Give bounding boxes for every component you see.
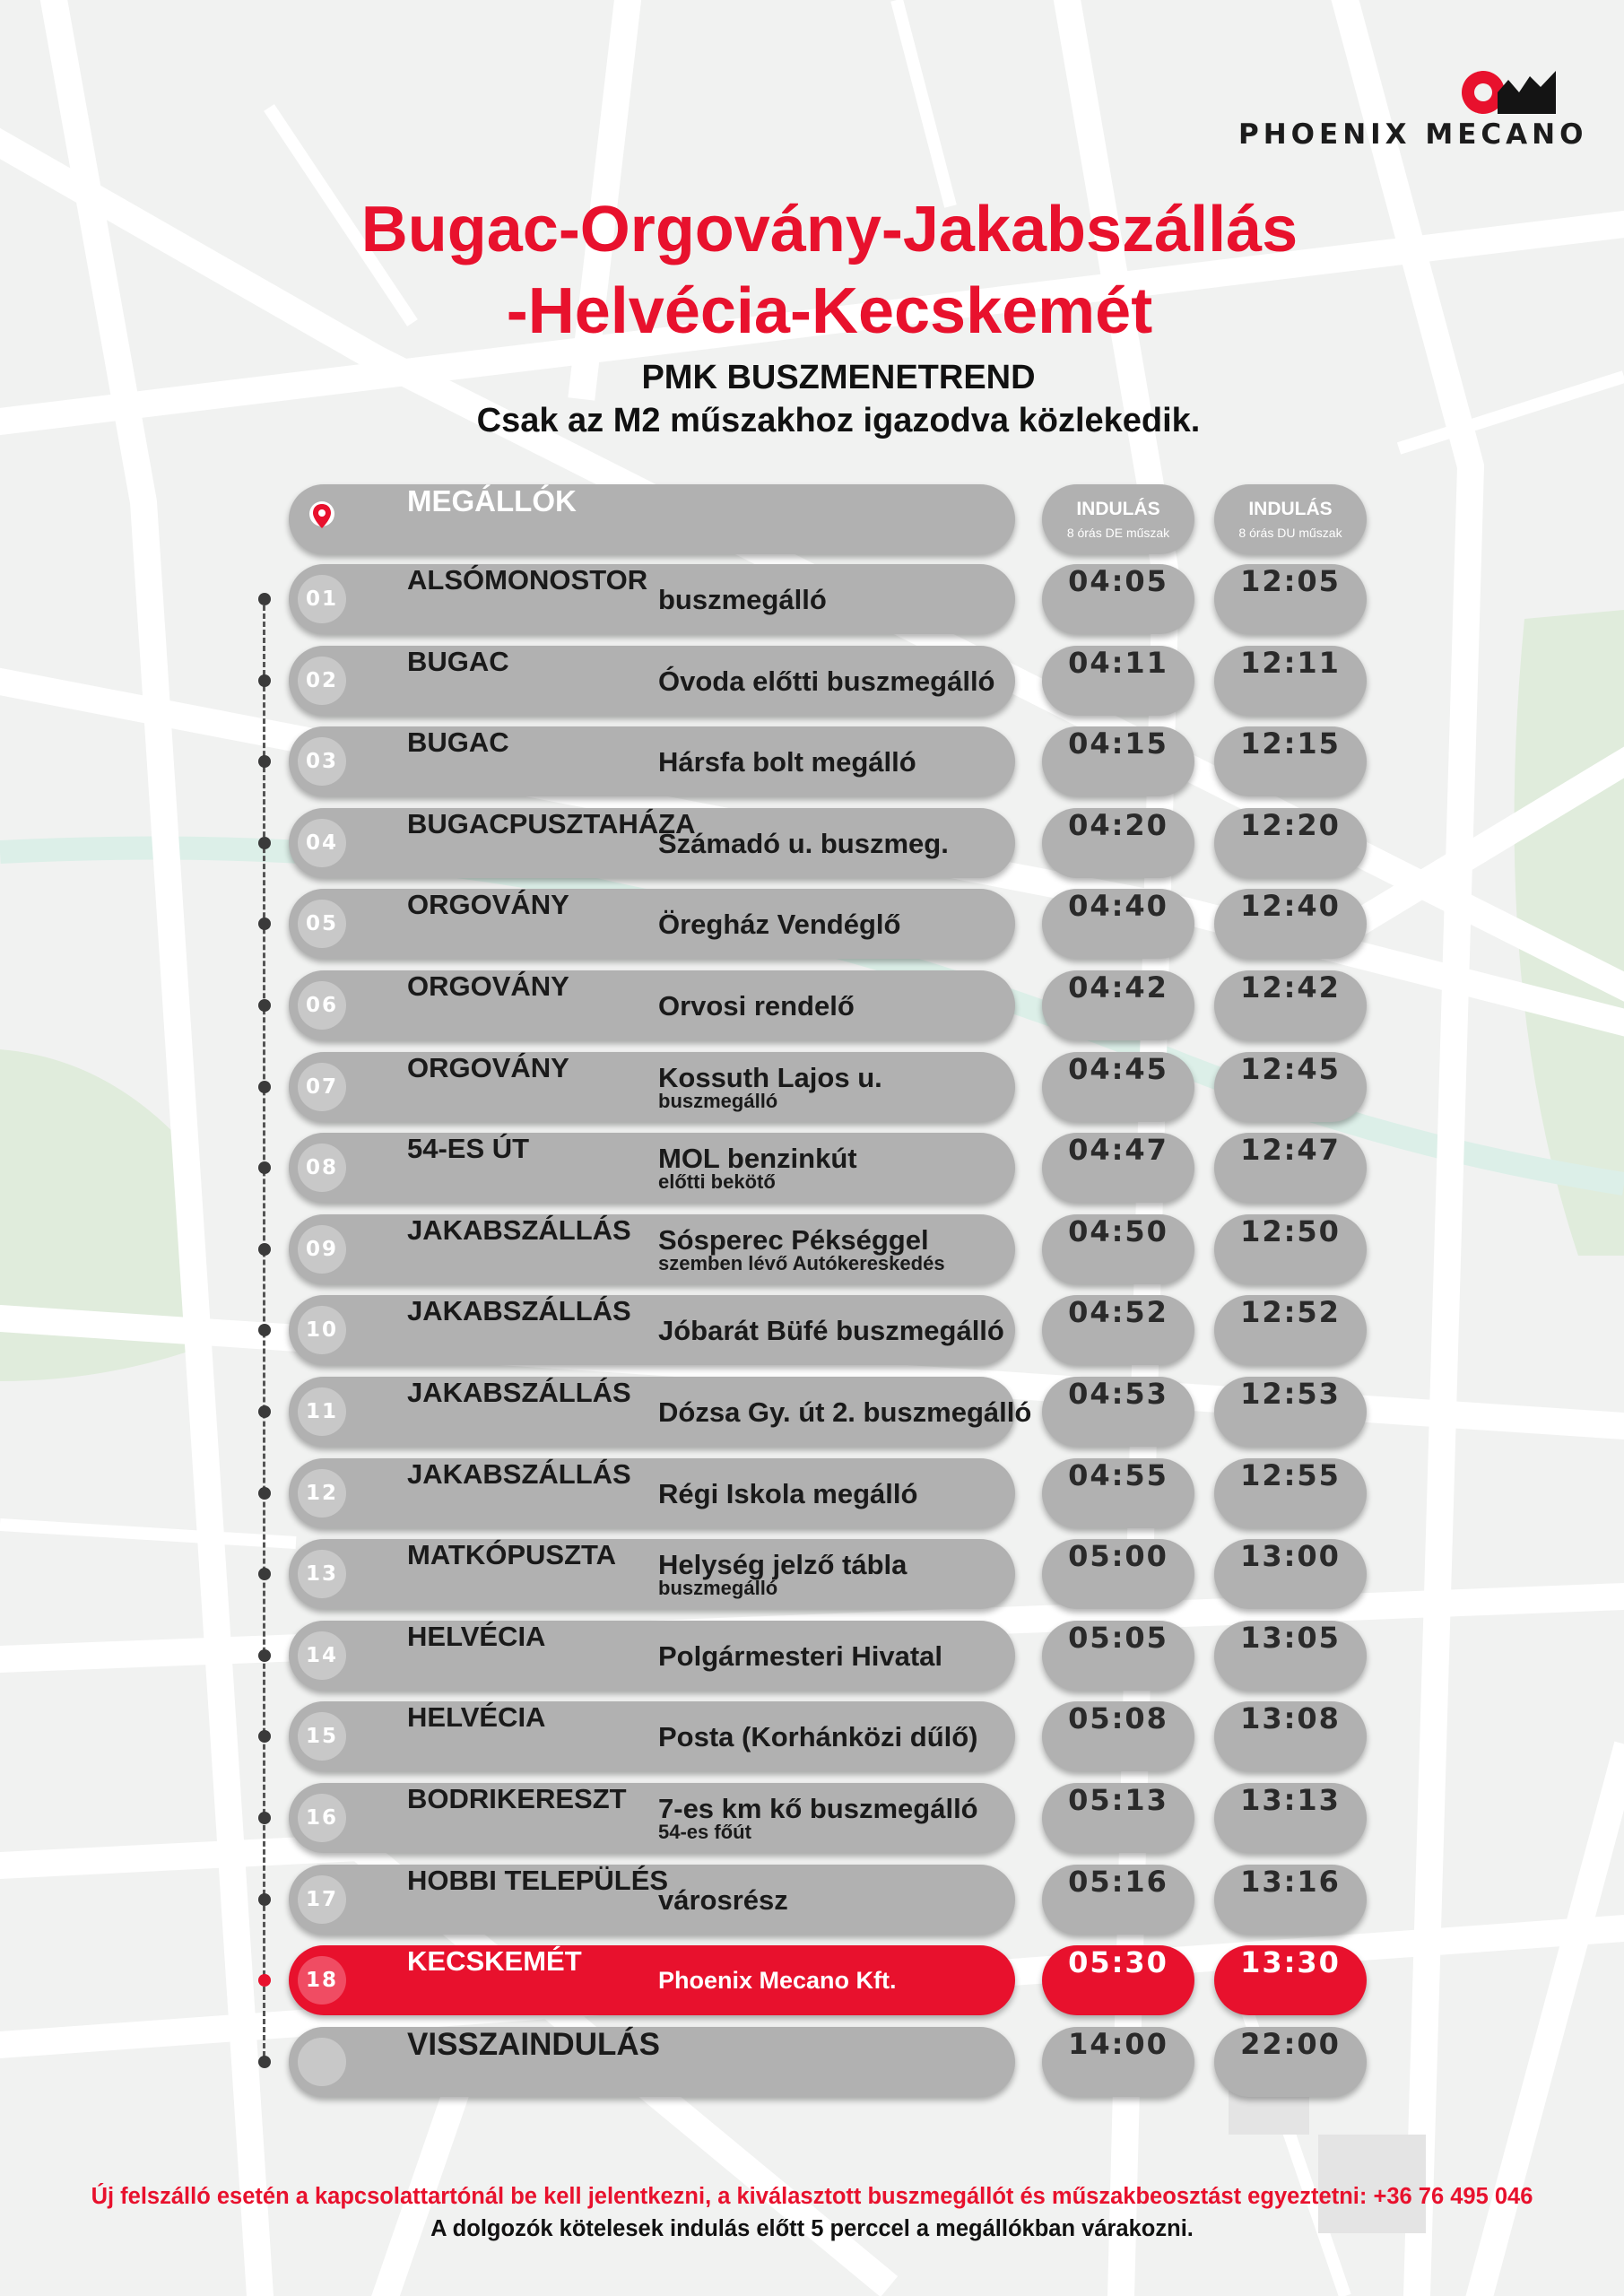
departure-de-time: 05:30 xyxy=(1042,1945,1194,2015)
stop-place xyxy=(658,889,900,959)
departure-du-time: 13:05 xyxy=(1214,1621,1367,1691)
departure-de-time: 04:53 xyxy=(1042,1377,1194,1447)
departure-de-time: 04:05 xyxy=(1042,564,1194,634)
stop-row xyxy=(289,1945,1015,2015)
stop-place-name: Sósperec Pékséggel xyxy=(658,1223,929,1256)
stop-row xyxy=(289,1295,1015,1365)
stop-number: 15 xyxy=(298,1712,346,1761)
page-subtitle-line1: PMK BUSZMENETREND xyxy=(641,359,1036,396)
stop-place xyxy=(658,1945,897,2015)
departure-de-time: 04:11 xyxy=(1042,646,1194,716)
departure-du-time: 12:05 xyxy=(1214,564,1367,634)
departure-de-subtitle: 8 órás DE műszak xyxy=(1066,526,1170,540)
stop-place xyxy=(658,1783,978,1853)
stop-place xyxy=(658,1458,917,1528)
departure-du-time: 12:52 xyxy=(1214,1295,1367,1365)
stop-number: 08 xyxy=(298,1144,346,1192)
stop-town: JAKABSZÁLLÁS xyxy=(407,1458,631,1490)
stops-header xyxy=(289,484,1015,554)
brand-name: PHOENIX MECANO xyxy=(1238,118,1588,151)
departure-de-time: 05:16 xyxy=(1042,1865,1194,1935)
stop-number: 07 xyxy=(298,1063,346,1111)
stop-number: 04 xyxy=(298,819,346,867)
stop-town: KECSKEMÉT xyxy=(407,1945,582,1977)
departure-de-header xyxy=(1042,484,1194,554)
route-dot xyxy=(258,1324,271,1336)
route-dot xyxy=(258,1649,271,1662)
departure-de-time: 04:20 xyxy=(1042,808,1194,878)
departure-de-title: INDULÁS xyxy=(1076,499,1160,519)
departure-du-time: 22:00 xyxy=(1214,2027,1367,2097)
departure-du-time: 13:00 xyxy=(1214,1539,1367,1609)
departure-du-subtitle: 8 órás DU műszak xyxy=(1238,526,1342,540)
stop-row xyxy=(289,1052,1015,1122)
stop-place xyxy=(658,726,916,796)
departure-de-time: 04:50 xyxy=(1042,1214,1194,1284)
departure-du-time: 12:47 xyxy=(1214,1133,1367,1203)
footer-instruction: A dolgozók kötelesek indulás előtt 5 perccel a megállókban várakozni. xyxy=(430,2216,1194,2241)
departure-du-time: 13:30 xyxy=(1214,1945,1367,2015)
departure-de-time: 04:15 xyxy=(1042,726,1194,796)
stop-number: 01 xyxy=(298,575,346,623)
departure-du-time: 12:50 xyxy=(1214,1214,1367,1284)
departure-de-time: 04:52 xyxy=(1042,1295,1194,1365)
stop-row xyxy=(289,889,1015,959)
departure-de-time: 04:55 xyxy=(1042,1458,1194,1528)
return-label: VISSZAINDULÁS xyxy=(407,2027,660,2062)
stop-place-name: buszmegálló xyxy=(658,583,827,615)
stop-number: 11 xyxy=(298,1387,346,1436)
stop-place-name: Számadó u. buszmeg. xyxy=(658,827,949,859)
stop-place-name: Dózsa Gy. út 2. buszmegálló xyxy=(658,1396,1032,1428)
stop-place-name: Óvoda előtti buszmegálló xyxy=(658,665,995,697)
stop-row xyxy=(289,1865,1015,1935)
departure-de-time: 05:08 xyxy=(1042,1701,1194,1771)
route-dot xyxy=(258,918,271,930)
departure-du-time: 12:42 xyxy=(1214,970,1367,1040)
stop-place-name: Polgármesteri Hivatal xyxy=(658,1639,943,1672)
stop-row xyxy=(289,1539,1015,1609)
stop-number: 03 xyxy=(298,737,346,786)
stop-town: BUGACPUSZTAHÁZA xyxy=(407,808,696,839)
stop-row xyxy=(289,1783,1015,1853)
route-dot xyxy=(258,1812,271,1824)
stop-town: BUGAC xyxy=(407,726,509,758)
stop-town: JAKABSZÁLLÁS xyxy=(407,1214,631,1246)
departure-du-time: 12:11 xyxy=(1214,646,1367,716)
route-dot xyxy=(258,2056,271,2068)
return-row xyxy=(289,2027,1015,2097)
stop-number: 10 xyxy=(298,1306,346,1354)
page-title-line2: -Helvécia-Kecskemét xyxy=(506,275,1153,347)
stop-town: MATKÓPUSZTA xyxy=(407,1539,617,1570)
route-dot xyxy=(258,755,271,768)
departure-du-time: 12:20 xyxy=(1214,808,1367,878)
stop-number: 12 xyxy=(298,1469,346,1518)
departure-de-time: 05:00 xyxy=(1042,1539,1194,1609)
stop-number: 02 xyxy=(298,657,346,705)
stop-place xyxy=(658,1052,882,1122)
departure-du-time: 13:08 xyxy=(1214,1701,1367,1771)
departure-de-time: 04:40 xyxy=(1042,889,1194,959)
stop-row xyxy=(289,564,1015,634)
stop-place-name: MOL benzinkút xyxy=(658,1142,857,1174)
stop-number: 14 xyxy=(298,1631,346,1680)
route-dot xyxy=(258,1730,271,1743)
stop-number: 13 xyxy=(298,1550,346,1598)
stop-place-detail: 54-es főút xyxy=(658,1820,751,1843)
stop-town: HELVÉCIA xyxy=(407,1701,546,1733)
route-dot xyxy=(258,1081,271,1093)
route-dot xyxy=(258,1893,271,1906)
stop-place-detail: buszmegálló xyxy=(658,1576,778,1599)
departure-de-time: 04:42 xyxy=(1042,970,1194,1040)
departure-du-time: 12:53 xyxy=(1214,1377,1367,1447)
stop-place xyxy=(658,1865,788,1935)
departure-du-time: 12:45 xyxy=(1214,1052,1367,1122)
departure-du-time: 13:16 xyxy=(1214,1865,1367,1935)
stop-place-name: Kossuth Lajos u. xyxy=(658,1061,882,1093)
departure-de-time: 04:45 xyxy=(1042,1052,1194,1122)
stop-row xyxy=(289,970,1015,1040)
stop-place-name: Régi Iskola megálló xyxy=(658,1477,918,1509)
stop-place-name: Helység jelző tábla xyxy=(658,1548,908,1580)
departure-de-time: 14:00 xyxy=(1042,2027,1194,2097)
stop-row xyxy=(289,1458,1015,1528)
route-dot xyxy=(258,837,271,849)
departure-de-time: 05:05 xyxy=(1042,1621,1194,1691)
stop-place-detail: buszmegálló xyxy=(658,1089,778,1112)
stop-place xyxy=(658,646,995,716)
departure-de-time: 05:13 xyxy=(1042,1783,1194,1853)
stop-place xyxy=(658,1377,1031,1447)
departure-du-time: 12:40 xyxy=(1214,889,1367,959)
route-dot xyxy=(258,1974,271,1987)
stop-town: BUGAC xyxy=(407,646,509,677)
stop-place-name: városrész xyxy=(658,1883,788,1916)
departure-du-time: 12:55 xyxy=(1214,1458,1367,1528)
stop-place xyxy=(658,1539,907,1609)
route-dot xyxy=(258,1568,271,1580)
route-dot xyxy=(258,1161,271,1174)
stop-number: 18 xyxy=(298,1956,346,2005)
stop-town: ALSÓMONOSTOR xyxy=(407,564,648,596)
departure-du-time: 13:13 xyxy=(1214,1783,1367,1853)
stop-town: JAKABSZÁLLÁS xyxy=(407,1295,631,1326)
stop-place-name: Orvosi rendelő xyxy=(658,989,855,1022)
stop-town: ORGOVÁNY xyxy=(407,1052,569,1083)
stop-place xyxy=(658,564,827,634)
stops-header-label: MEGÁLLÓK xyxy=(407,484,577,517)
stop-number xyxy=(298,2038,346,2086)
page-title-line1: Bugac-Orgovány-Jakabszállás xyxy=(360,194,1298,265)
route-dot xyxy=(258,674,271,687)
stop-number: 06 xyxy=(298,981,346,1030)
stop-row xyxy=(289,1133,1015,1203)
stop-place xyxy=(658,1133,857,1203)
stop-place-name: Hársfa bolt megálló xyxy=(658,745,916,778)
stop-place-name: Posta (Korhánközi dűlő) xyxy=(658,1720,978,1752)
stop-place-name: 7-es km kő buszmegálló xyxy=(658,1792,978,1824)
footer-notice: Új felszálló esetén a kapcsolattartónál be kell jelentkezni, a kiválasztott buszmegállót és műszakbeosztást egyeztetni: +36 76 495 046 xyxy=(91,2184,1533,2209)
stop-place-detail: szemben lévő Autókereskedés xyxy=(658,1251,945,1274)
stop-row xyxy=(289,1701,1015,1771)
stop-row xyxy=(289,1377,1032,1447)
route-dot xyxy=(258,593,271,605)
page-subtitle-line2: Csak az M2 műszakhoz igazodva közlekedik. xyxy=(476,402,1201,439)
stop-number: 09 xyxy=(298,1225,346,1274)
stop-place-name: Öregház Vendéglő xyxy=(658,908,901,940)
stop-place xyxy=(658,1701,978,1771)
route-dot xyxy=(258,999,271,1012)
departure-du-time: 12:15 xyxy=(1214,726,1367,796)
stop-town: HOBBI TELEPÜLÉS xyxy=(407,1865,669,1896)
stop-place-name: Jóbarát Büfé buszmegálló xyxy=(658,1314,1004,1346)
stop-number: 17 xyxy=(298,1875,346,1924)
stop-place xyxy=(658,970,855,1040)
stop-town: ORGOVÁNY xyxy=(407,970,569,1002)
departure-du-header xyxy=(1214,484,1367,554)
stop-town: 54-ES ÚT xyxy=(407,1133,530,1164)
stop-place xyxy=(658,808,949,878)
stop-row xyxy=(289,646,1015,716)
departure-du-title: INDULÁS xyxy=(1248,499,1333,519)
stop-number: 16 xyxy=(298,1794,346,1842)
stop-town: ORGOVÁNY xyxy=(407,889,569,920)
stop-place xyxy=(658,1214,945,1284)
stop-row xyxy=(289,726,1015,796)
stop-town: HELVÉCIA xyxy=(407,1621,546,1652)
stop-town: BODRIKERESZT xyxy=(407,1783,627,1814)
route-dot xyxy=(258,1487,271,1500)
stop-place-name: Phoenix Mecano Kft. xyxy=(658,1966,897,1994)
route-dot xyxy=(258,1405,271,1418)
departure-de-time: 04:47 xyxy=(1042,1133,1194,1203)
stop-row xyxy=(289,808,1015,878)
stop-town: JAKABSZÁLLÁS xyxy=(407,1377,631,1408)
stop-row xyxy=(289,1214,1015,1284)
stop-row xyxy=(289,1621,1015,1691)
location-pin-icon xyxy=(308,500,335,536)
route-dot xyxy=(258,1243,271,1256)
stop-place xyxy=(658,1295,1004,1365)
stop-place xyxy=(658,1621,942,1691)
stop-place-detail: előtti bekötő xyxy=(658,1170,776,1193)
stop-number: 05 xyxy=(298,900,346,948)
